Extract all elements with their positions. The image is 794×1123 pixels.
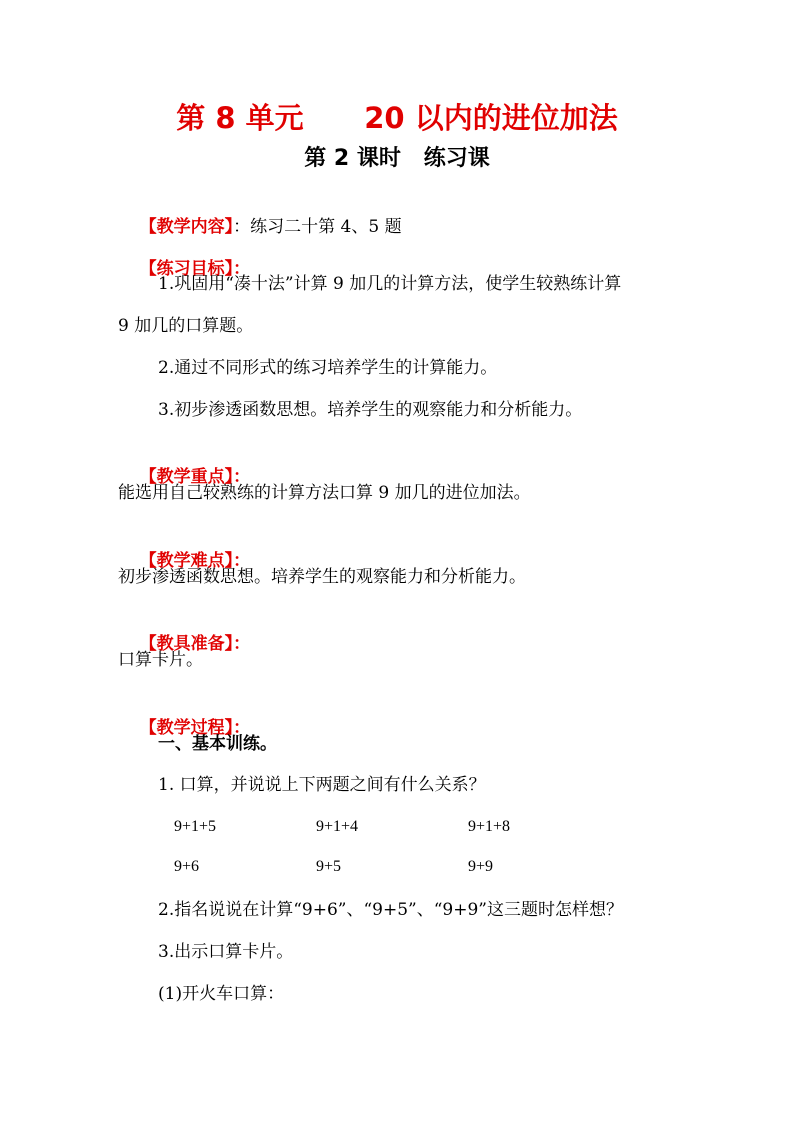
materials-colon: ：: [233, 634, 251, 654]
math-expression: 9+9: [468, 858, 494, 875]
lesson-subtitle: 第 2 课时 练习课: [304, 146, 490, 171]
key-points-colon: ：: [233, 467, 251, 487]
goal-item-1-cont: 9 加几的口算题。: [118, 316, 254, 336]
content-text: ：练习二十第 4、5 题: [233, 217, 402, 237]
process-question-3-sub1: (1)开火车口算：: [158, 984, 285, 1004]
key-points-text: 能选用自己较熟练的计算方法口算 9 加几的进位加法。: [118, 483, 531, 503]
goals-label-colon: ：: [233, 259, 251, 279]
difficulties-label: 【教学难点】: [139, 551, 234, 571]
math-expression: 9+5: [316, 858, 342, 875]
unit-title: 第 8 单元 20 以内的进位加法: [176, 101, 618, 135]
process-colon: ：: [233, 718, 251, 738]
materials-label: 【教具准备】: [139, 634, 234, 654]
difficulties-colon: ：: [233, 551, 251, 571]
content-label: 【教学内容】: [139, 217, 234, 237]
difficulties-text: 初步渗透函数思想。培养学生的观察能力和分析能力。: [118, 567, 526, 587]
materials-text: 口算卡片。: [118, 650, 203, 670]
goal-item-3: 3.初步渗透函数思想。培养学生的观察能力和分析能力。: [158, 400, 583, 420]
process-label: 【教学过程】: [139, 718, 234, 738]
math-expression: 9+6: [174, 858, 200, 875]
goals-label: 【练习目标】: [139, 259, 234, 279]
process-question-1: 1. 口算，并说说上下两题之间有什么关系？: [158, 775, 486, 795]
key-points-label: 【教学重点】: [139, 467, 234, 487]
math-expression: 9+1+8: [468, 818, 511, 835]
goal-item-1: 1.巩固用“凑十法”计算 9 加几的计算方法，使学生较熟练计算: [158, 274, 622, 294]
process-question-2: 2.指名说说在计算“9+6”、“9+5”、“9+9”这三题时怎样想？: [158, 900, 623, 920]
process-question-3: 3.出示口算卡片。: [158, 942, 294, 962]
math-expression: 9+1+5: [174, 818, 217, 835]
process-part1-heading: 一、基本训练。: [158, 734, 277, 754]
goal-item-2: 2.通过不同形式的练习培养学生的计算能力。: [158, 358, 498, 378]
math-expression: 9+1+4: [316, 818, 359, 835]
